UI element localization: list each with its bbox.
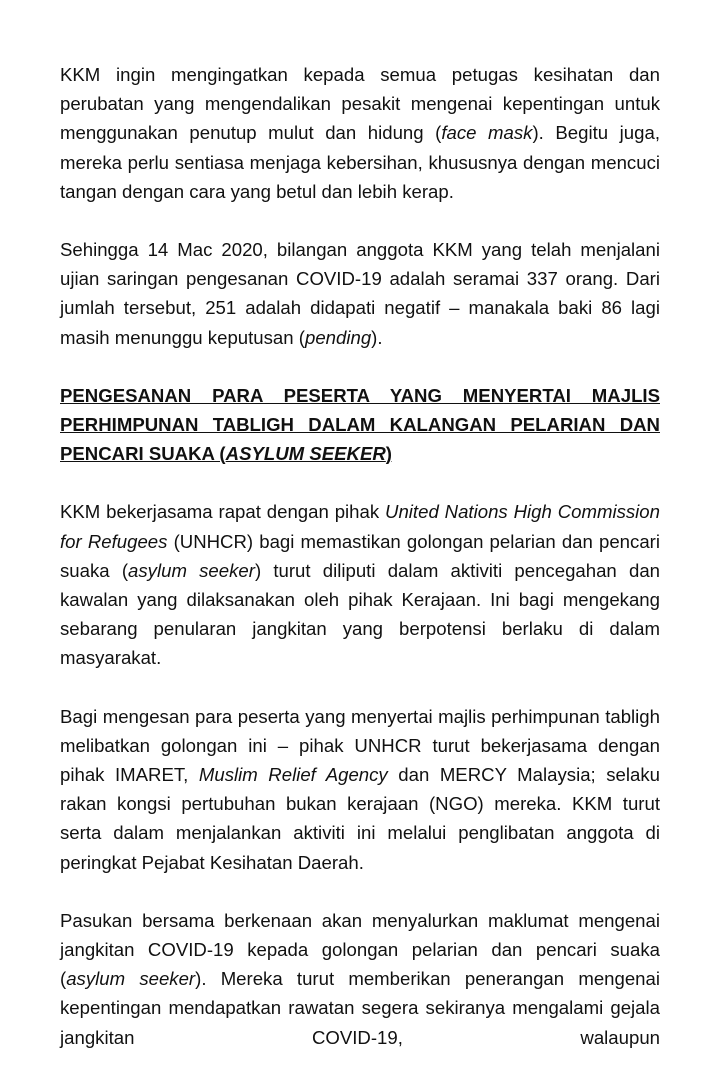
text-run: Bagi mengesan para peserta yang menyertai majlis perhimpunan tabligh melibatkan golongan ini – pihak UNHCR turut bekerjasama dengan pihak IMARET, (60, 705, 660, 786)
paragraph-unhcr-cooperation (60, 497, 660, 672)
paragraph-ngo-partners (60, 702, 660, 877)
italic-term: pending (304, 326, 372, 348)
text-run: ). (371, 326, 383, 348)
section-heading (60, 381, 660, 469)
text-run: (UNHCR) bagi memastikan golongan pelarian dan pencari suaka ( (60, 530, 660, 581)
text-run: KKM ingin mengingatkan kepada semua petugas kesihatan dan perubatan yang mengendalikan pesakit mengenai kepentingan untuk menggunakan penutup mulut dan hidung ( (60, 64, 660, 144)
text-run: ). Begitu juga, mereka perlu sentiasa menjaga kebersihan, khususnya dengan mencuci tangan dengan cara yang betul dan lebih kerap. (60, 122, 660, 202)
italic-term: asylum seeker (128, 559, 255, 581)
text-run: Pasukan bersama berkenaan akan menyalurkan maklumat mengenai jangkitan COVID-19 kepada golongan pelarian dan pencari suaka ( (60, 909, 660, 990)
document-page (60, 60, 660, 1081)
italic-term: face mask (441, 122, 533, 144)
text-run: dan MERCY Malaysia; selaku rakan kongsi pertubuhan bukan kerajaan (NGO) mereka. KKM turut serta dalam menjalankan aktiviti ini melalui penglibatan anggota di peringkat Pejabat Kesihatan Daerah. (60, 764, 660, 873)
text-run: Sehingga 14 Mac 2020, bilangan anggota KKM yang telah menjalani ujian saringan pengesanan COVID-19 adalah seramai 337 orang. Dari jumlah tersebut, 251 adalah didapati negatif – manakala baki 86 lagi masih menunggu keputusan ( (60, 239, 660, 348)
italic-term: Muslim Relief Agency (198, 764, 388, 786)
text-run: KKM bekerjasama rapat dengan pihak (60, 501, 386, 523)
heading-italic-term: ASYLUM SEEKER (225, 443, 386, 465)
text-run: ). Mereka turut memberikan penerangan mengenai kepentingan mendapatkan rawatan segera sekiranya mengalami gejala jangkitan COVID-19, walaupun (60, 968, 660, 1048)
paragraph-face-mask-reminder (60, 60, 660, 206)
italic-term: United Nations High Commission for Refugees (60, 501, 660, 552)
text-run: ) turut diliputi dalam aktiviti pencegahan dan kawalan yang dilaksanakan oleh pihak Kerajaan. Ini bagi mengekang sebarang penularan jangkitan yang berpotensi berlaku di dalam masyarakat. (60, 559, 661, 669)
heading-text: PENGESANAN PARA PESERTA YANG MENYERTAI MAJLIS PERHIMPUNAN TABLIGH DALAM KALANGAN PELARIAN DAN PENCARI SUAKA ( (60, 384, 660, 465)
heading-text: ) (385, 443, 392, 465)
italic-term: asylum seeker (66, 968, 196, 990)
paragraph-staff-screening (60, 235, 660, 352)
